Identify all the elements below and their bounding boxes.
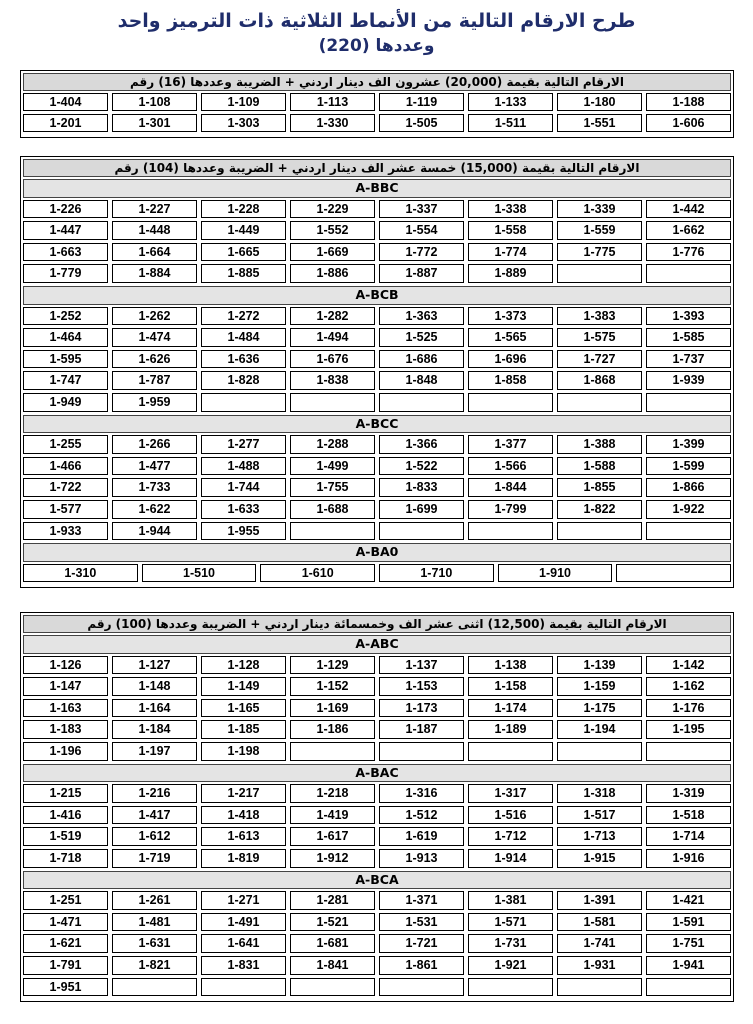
number-cell: 1-633: [201, 500, 286, 519]
number-cell: 1-861: [379, 956, 464, 975]
number-cell: 1-751: [646, 934, 731, 953]
number-cell: 1-119: [379, 93, 464, 111]
number-cell: 1-779: [23, 264, 108, 283]
number-cell: 1-566: [468, 457, 553, 476]
number-cell: 1-491: [201, 913, 286, 932]
number-cell: 1-183: [23, 720, 108, 739]
number-cell: 1-288: [290, 435, 375, 454]
number-cell: 1-189: [468, 720, 553, 739]
number-row: [23, 221, 731, 240]
number-cell: 1-665: [201, 243, 286, 262]
number-cell: [379, 978, 464, 997]
number-cell: [646, 264, 731, 283]
number-row: [23, 307, 731, 326]
number-row: [23, 522, 731, 541]
number-cell: 1-282: [290, 307, 375, 326]
number-cell: 1-186: [290, 720, 375, 739]
number-cell: 1-301: [112, 114, 197, 132]
number-cell: 1-606: [646, 114, 731, 132]
number-cell: 1-159: [557, 677, 642, 696]
number-cell: 1-393: [646, 307, 731, 326]
number-cell: 1-885: [201, 264, 286, 283]
number-cell: 1-163: [23, 699, 108, 718]
number-cell: 1-512: [379, 806, 464, 825]
number-cell: 1-718: [23, 849, 108, 868]
number-cell: 1-338: [468, 200, 553, 219]
number-row: [23, 457, 731, 476]
pattern-subheader: A-BCA: [23, 871, 731, 890]
number-cell: 1-887: [379, 264, 464, 283]
number-row: [23, 784, 731, 803]
number-cell: 1-494: [290, 328, 375, 347]
number-row: [23, 564, 731, 583]
number-cell: 1-266: [112, 435, 197, 454]
number-cell: 1-510: [142, 564, 257, 583]
number-cell: 1-787: [112, 371, 197, 390]
number-cell: [557, 742, 642, 761]
number-cell: 1-747: [23, 371, 108, 390]
number-cell: [201, 978, 286, 997]
number-cell: [557, 264, 642, 283]
number-cell: 1-774: [468, 243, 553, 262]
number-cell: 1-449: [201, 221, 286, 240]
section-header: الارقام التالية بقيمة (15,000) خمسة عشر الف دينار اردني + الضريبة وعددها (104) رقم: [23, 159, 731, 177]
number-cell: 1-733: [112, 478, 197, 497]
number-row: [23, 827, 731, 846]
number-row: [23, 500, 731, 519]
number-cell: 1-591: [646, 913, 731, 932]
number-cell: 1-721: [379, 934, 464, 953]
number-cell: [616, 564, 731, 583]
price-section: [20, 612, 734, 1002]
pattern-subheader: A-BAC: [23, 764, 731, 783]
number-cell: 1-941: [646, 956, 731, 975]
number-cell: [290, 742, 375, 761]
number-cell: [646, 978, 731, 997]
number-cell: 1-663: [23, 243, 108, 262]
number-cell: [557, 393, 642, 412]
number-cell: 1-889: [468, 264, 553, 283]
number-cell: 1-922: [646, 500, 731, 519]
number-row: [23, 478, 731, 497]
number-cell: 1-229: [290, 200, 375, 219]
number-cell: 1-699: [379, 500, 464, 519]
number-cell: [379, 522, 464, 541]
number-cell: 1-442: [646, 200, 731, 219]
number-cell: [379, 742, 464, 761]
number-cell: 1-217: [201, 784, 286, 803]
price-section: [20, 70, 734, 138]
number-cell: 1-366: [379, 435, 464, 454]
number-cell: 1-621: [23, 934, 108, 953]
number-cell: 1-477: [112, 457, 197, 476]
number-cell: 1-519: [23, 827, 108, 846]
number-cell: 1-939: [646, 371, 731, 390]
section-header: الارقام التالية بقيمة (12,500) اثنى عشر الف وخمسمائة دينار اردني + الضريبة وعددها (100) رقم: [23, 615, 731, 633]
number-row: [23, 913, 731, 932]
number-cell: 1-688: [290, 500, 375, 519]
number-cell: 1-915: [557, 849, 642, 868]
number-cell: 1-330: [290, 114, 375, 132]
number-cell: 1-775: [557, 243, 642, 262]
number-cell: 1-588: [557, 457, 642, 476]
number-cell: 1-197: [112, 742, 197, 761]
number-cell: 1-262: [112, 307, 197, 326]
number-row: [23, 934, 731, 953]
number-cell: 1-417: [112, 806, 197, 825]
number-cell: [557, 522, 642, 541]
number-cell: 1-188: [646, 93, 731, 111]
number-row: [23, 243, 731, 262]
number-cell: [379, 393, 464, 412]
number-cell: 1-108: [112, 93, 197, 111]
number-cell: 1-228: [201, 200, 286, 219]
number-cell: 1-418: [201, 806, 286, 825]
number-cell: 1-722: [23, 478, 108, 497]
number-cell: 1-149: [201, 677, 286, 696]
number-cell: 1-791: [23, 956, 108, 975]
number-cell: 1-664: [112, 243, 197, 262]
number-cell: 1-363: [379, 307, 464, 326]
number-cell: 1-858: [468, 371, 553, 390]
number-cell: 1-162: [646, 677, 731, 696]
number-cell: 1-610: [260, 564, 375, 583]
number-cell: 1-831: [201, 956, 286, 975]
number-cell: 1-712: [468, 827, 553, 846]
number-cell: 1-554: [379, 221, 464, 240]
title-line-1: طرح الارقام التالية من الأنماط الثلاثية ذات الترميز واحد: [117, 10, 636, 32]
number-cell: 1-505: [379, 114, 464, 132]
pattern-subheader: A-BCB: [23, 286, 731, 305]
number-cell: [646, 742, 731, 761]
number-cell: 1-669: [290, 243, 375, 262]
number-cell: [290, 393, 375, 412]
number-cell: 1-471: [23, 913, 108, 932]
number-cell: 1-626: [112, 350, 197, 369]
number-cell: 1-916: [646, 849, 731, 868]
number-cell: 1-399: [646, 435, 731, 454]
number-cell: 1-525: [379, 328, 464, 347]
number-cell: 1-884: [112, 264, 197, 283]
number-row: [23, 806, 731, 825]
number-cell: 1-319: [646, 784, 731, 803]
number-cell: 1-776: [646, 243, 731, 262]
number-cell: 1-686: [379, 350, 464, 369]
number-cell: 1-148: [112, 677, 197, 696]
number-row: [23, 720, 731, 739]
number-cell: 1-511: [468, 114, 553, 132]
number-cell: [468, 522, 553, 541]
number-cell: 1-196: [23, 742, 108, 761]
number-cell: 1-388: [557, 435, 642, 454]
number-cell: 1-109: [201, 93, 286, 111]
number-cell: 1-126: [23, 656, 108, 675]
number-cell: 1-339: [557, 200, 642, 219]
number-cell: 1-261: [112, 891, 197, 910]
number-cell: [290, 978, 375, 997]
number-row: [23, 371, 731, 390]
number-cell: 1-713: [557, 827, 642, 846]
number-cell: 1-914: [468, 849, 553, 868]
number-cell: 1-551: [557, 114, 642, 132]
number-cell: [468, 393, 553, 412]
number-cell: 1-613: [201, 827, 286, 846]
number-cell: 1-577: [23, 500, 108, 519]
number-row: [23, 328, 731, 347]
number-cell: 1-631: [112, 934, 197, 953]
number-cell: 1-391: [557, 891, 642, 910]
number-cell: 1-913: [379, 849, 464, 868]
number-cell: 1-799: [468, 500, 553, 519]
number-cell: 1-868: [557, 371, 642, 390]
number-cell: 1-844: [468, 478, 553, 497]
number-cell: 1-822: [557, 500, 642, 519]
number-cell: [646, 522, 731, 541]
number-cell: 1-421: [646, 891, 731, 910]
number-cell: 1-152: [290, 677, 375, 696]
number-cell: [557, 978, 642, 997]
number-cell: 1-848: [379, 371, 464, 390]
number-cell: 1-772: [379, 243, 464, 262]
number-cell: 1-731: [468, 934, 553, 953]
number-row: [23, 200, 731, 219]
number-cell: [112, 978, 197, 997]
number-cell: 1-949: [23, 393, 108, 412]
number-cell: 1-310: [23, 564, 138, 583]
number-cell: 1-318: [557, 784, 642, 803]
number-cell: 1-201: [23, 114, 108, 132]
number-cell: 1-516: [468, 806, 553, 825]
number-cell: 1-175: [557, 699, 642, 718]
number-cell: 1-129: [290, 656, 375, 675]
number-cell: 1-737: [646, 350, 731, 369]
number-row: [23, 677, 731, 696]
number-cell: 1-271: [201, 891, 286, 910]
number-cell: 1-951: [23, 978, 108, 997]
number-cell: 1-251: [23, 891, 108, 910]
number-cell: 1-317: [468, 784, 553, 803]
number-cell: 1-416: [23, 806, 108, 825]
number-cell: 1-636: [201, 350, 286, 369]
number-cell: 1-226: [23, 200, 108, 219]
number-cell: 1-316: [379, 784, 464, 803]
number-cell: 1-558: [468, 221, 553, 240]
number-cell: 1-158: [468, 677, 553, 696]
number-cell: 1-821: [112, 956, 197, 975]
number-cell: 1-447: [23, 221, 108, 240]
number-cell: 1-277: [201, 435, 286, 454]
number-cell: 1-581: [557, 913, 642, 932]
number-cell: 1-281: [290, 891, 375, 910]
number-cell: [646, 393, 731, 412]
pattern-subheader: A-BBC: [23, 179, 731, 198]
number-cell: 1-931: [557, 956, 642, 975]
number-cell: 1-714: [646, 827, 731, 846]
number-cell: 1-174: [468, 699, 553, 718]
number-cell: 1-531: [379, 913, 464, 932]
number-cell: [468, 978, 553, 997]
number-cell: 1-147: [23, 677, 108, 696]
number-cell: 1-187: [379, 720, 464, 739]
number-cell: [290, 522, 375, 541]
number-cell: 1-153: [379, 677, 464, 696]
number-row: [23, 656, 731, 675]
section-header: الارقام التالية بقيمة (20,000) عشرون الف دينار اردني + الضريبة وعددها (16) رقم: [23, 73, 731, 91]
number-cell: 1-371: [379, 891, 464, 910]
number-row: [23, 978, 731, 997]
number-cell: 1-565: [468, 328, 553, 347]
number-cell: 1-612: [112, 827, 197, 846]
number-cell: 1-194: [557, 720, 642, 739]
number-cell: 1-719: [112, 849, 197, 868]
number-cell: 1-619: [379, 827, 464, 846]
number-cell: 1-474: [112, 328, 197, 347]
number-cell: 1-255: [23, 435, 108, 454]
number-cell: 1-184: [112, 720, 197, 739]
number-cell: 1-484: [201, 328, 286, 347]
number-cell: 1-681: [290, 934, 375, 953]
number-row: [23, 891, 731, 910]
number-cell: 1-855: [557, 478, 642, 497]
number-cell: 1-252: [23, 307, 108, 326]
number-cell: 1-113: [290, 93, 375, 111]
number-cell: 1-833: [379, 478, 464, 497]
number-cell: 1-559: [557, 221, 642, 240]
number-row: [23, 435, 731, 454]
number-row: [23, 93, 731, 111]
number-cell: 1-165: [201, 699, 286, 718]
number-cell: 1-448: [112, 221, 197, 240]
number-cell: 1-499: [290, 457, 375, 476]
number-cell: 1-518: [646, 806, 731, 825]
number-cell: 1-303: [201, 114, 286, 132]
number-cell: 1-383: [557, 307, 642, 326]
number-cell: 1-617: [290, 827, 375, 846]
number-cell: 1-912: [290, 849, 375, 868]
number-cell: 1-488: [201, 457, 286, 476]
number-cell: 1-373: [468, 307, 553, 326]
number-cell: 1-552: [290, 221, 375, 240]
number-cell: 1-921: [468, 956, 553, 975]
number-cell: 1-176: [646, 699, 731, 718]
number-cell: 1-828: [201, 371, 286, 390]
number-row: [23, 956, 731, 975]
number-cell: 1-133: [468, 93, 553, 111]
number-row: [23, 350, 731, 369]
number-cell: 1-142: [646, 656, 731, 675]
number-cell: 1-838: [290, 371, 375, 390]
number-cell: 1-185: [201, 720, 286, 739]
number-cell: 1-933: [23, 522, 108, 541]
number-cell: 1-195: [646, 720, 731, 739]
number-cell: 1-744: [201, 478, 286, 497]
number-cell: 1-841: [290, 956, 375, 975]
number-cell: 1-866: [646, 478, 731, 497]
number-cell: [468, 742, 553, 761]
number-cell: 1-180: [557, 93, 642, 111]
number-cell: 1-138: [468, 656, 553, 675]
number-cell: 1-139: [557, 656, 642, 675]
number-cell: 1-819: [201, 849, 286, 868]
number-cell: 1-216: [112, 784, 197, 803]
number-cell: 1-128: [201, 656, 286, 675]
number-cell: 1-622: [112, 500, 197, 519]
pattern-subheader: A-ABC: [23, 635, 731, 654]
number-cell: 1-198: [201, 742, 286, 761]
number-cell: 1-696: [468, 350, 553, 369]
number-cell: 1-959: [112, 393, 197, 412]
number-cell: 1-944: [112, 522, 197, 541]
number-cell: 1-127: [112, 656, 197, 675]
number-cell: 1-955: [201, 522, 286, 541]
number-cell: 1-741: [557, 934, 642, 953]
number-row: [23, 699, 731, 718]
number-cell: 1-215: [23, 784, 108, 803]
price-section: [20, 156, 734, 588]
number-cell: 1-164: [112, 699, 197, 718]
number-cell: 1-710: [379, 564, 494, 583]
document-title: [20, 8, 733, 58]
number-cell: 1-575: [557, 328, 642, 347]
number-cell: 1-517: [557, 806, 642, 825]
number-cell: 1-466: [23, 457, 108, 476]
number-cell: 1-595: [23, 350, 108, 369]
number-cell: 1-337: [379, 200, 464, 219]
number-cell: 1-404: [23, 93, 108, 111]
number-cell: 1-173: [379, 699, 464, 718]
pattern-subheader: A-BA0: [23, 543, 731, 562]
number-cell: 1-585: [646, 328, 731, 347]
number-cell: 1-521: [290, 913, 375, 932]
number-cell: 1-662: [646, 221, 731, 240]
number-cell: 1-227: [112, 200, 197, 219]
number-cell: 1-641: [201, 934, 286, 953]
number-cell: 1-571: [468, 913, 553, 932]
number-cell: 1-522: [379, 457, 464, 476]
number-cell: 1-169: [290, 699, 375, 718]
number-cell: 1-910: [498, 564, 613, 583]
number-cell: 1-137: [379, 656, 464, 675]
number-cell: 1-481: [112, 913, 197, 932]
number-cell: 1-218: [290, 784, 375, 803]
number-cell: 1-755: [290, 478, 375, 497]
number-cell: 1-381: [468, 891, 553, 910]
number-row: [23, 849, 731, 868]
number-cell: 1-272: [201, 307, 286, 326]
number-cell: 1-599: [646, 457, 731, 476]
number-cell: 1-464: [23, 328, 108, 347]
number-cell: 1-886: [290, 264, 375, 283]
number-row: [23, 264, 731, 283]
number-row: [23, 393, 731, 412]
pattern-subheader: A-BCC: [23, 415, 731, 434]
number-cell: [201, 393, 286, 412]
number-cell: 1-419: [290, 806, 375, 825]
number-cell: 1-676: [290, 350, 375, 369]
number-row: [23, 114, 731, 132]
number-row: [23, 742, 731, 761]
number-cell: 1-377: [468, 435, 553, 454]
title-line-2: وعددها (220): [318, 36, 435, 56]
number-cell: 1-727: [557, 350, 642, 369]
